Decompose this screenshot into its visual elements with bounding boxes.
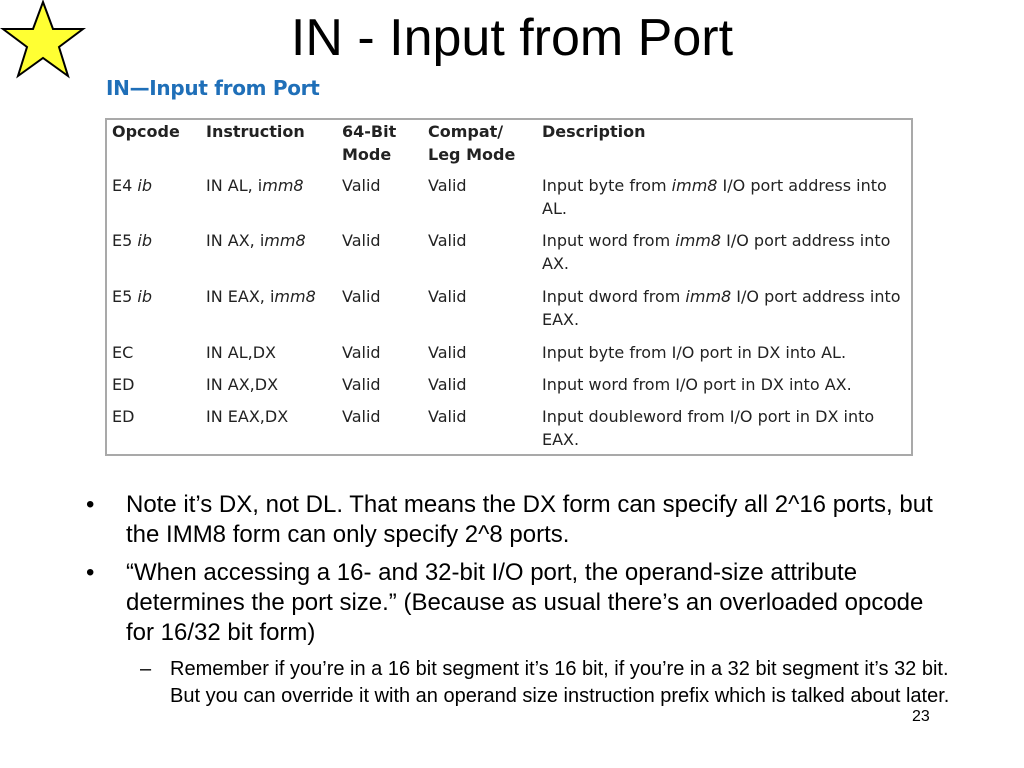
compat-cell: Valid [428,407,467,426]
sub-bullet-mark: – [140,658,152,680]
bullet-item [80,490,950,550]
instruction-cell: IN EAX, imm8 [206,287,316,306]
bullet-text: “When accessing a 16- and 32-bit I/O port, the operand-size attribute determines the port size.” (Because as usual there’s an overloaded opcode for 16/32 bit form) [126,559,924,646]
description-cell: Input byte from I/O port in DX into AL. [542,343,847,362]
mode64-cell: Valid [342,231,381,250]
instruction-cell: IN AX,DX [206,375,279,394]
description-cell: Input doubleword from I/O port in DX into EAX. [542,407,875,449]
instruction-cell: IN AX, imm8 [206,231,306,250]
opcode-cell: E5 ib [112,287,152,306]
mode64-cell: Valid [342,287,381,306]
instruction-table [105,118,913,456]
sub-bullet-text: Remember if you’re in a 16 bit segment it’s 16 bit, if you’re in a 32 bit segment it’s 32 bit. But you can override it with an operand size instruction prefix which is talked about later. [170,658,950,707]
bullet-mark: • [86,491,95,518]
compat-cell: Valid [428,343,467,362]
mode64-cell: Valid [342,375,381,394]
opcode-cell: ED [112,375,135,394]
description-cell: Input word from imm8 I/O port address into AX. [542,231,891,273]
page-number: 23 [912,708,930,725]
slide-title: IN - Input from Port [290,9,734,67]
mode64-cell: Valid [342,343,381,362]
opcode-cell: ED [112,407,135,426]
sub-bullet-item [80,656,950,710]
instruction-cell: IN AL,DX [206,343,276,362]
instruction-cell: IN EAX,DX [206,407,289,426]
bullet-mark: • [86,559,95,586]
header-opcode: Opcode [112,122,180,141]
spec-heading: IN—Input from Port [106,76,320,100]
opcode-cell: E4 ib [112,176,152,195]
compat-cell: Valid [428,375,467,394]
description-cell: Input dword from imm8 I/O port address into EAX. [542,287,901,329]
mode64-cell: Valid [342,407,381,426]
mode64-cell: Valid [342,176,381,195]
header-description: Description [542,122,646,141]
bullet-list [80,490,950,710]
instruction-cell: IN AL, imm8 [206,176,304,195]
header-instruction: Instruction [206,122,305,141]
header-64bit-mode: 64-Bit Mode [342,122,397,164]
description-cell: Input byte from imm8 I/O port address into AL. [542,176,887,218]
compat-cell: Valid [428,176,467,195]
header-compat-mode: Compat/ Leg Mode [428,122,516,164]
opcode-cell: EC [112,343,134,362]
compat-cell: Valid [428,231,467,250]
bullet-text: Note it’s DX, not DL. That means the DX form can specify all 2^16 ports, but the IMM8 form can only specify 2^8 ports. [126,491,933,548]
compat-cell: Valid [428,287,467,306]
opcode-cell: E5 ib [112,231,152,250]
bullet-item [80,558,950,648]
description-cell: Input word from I/O port in DX into AX. [542,375,852,394]
